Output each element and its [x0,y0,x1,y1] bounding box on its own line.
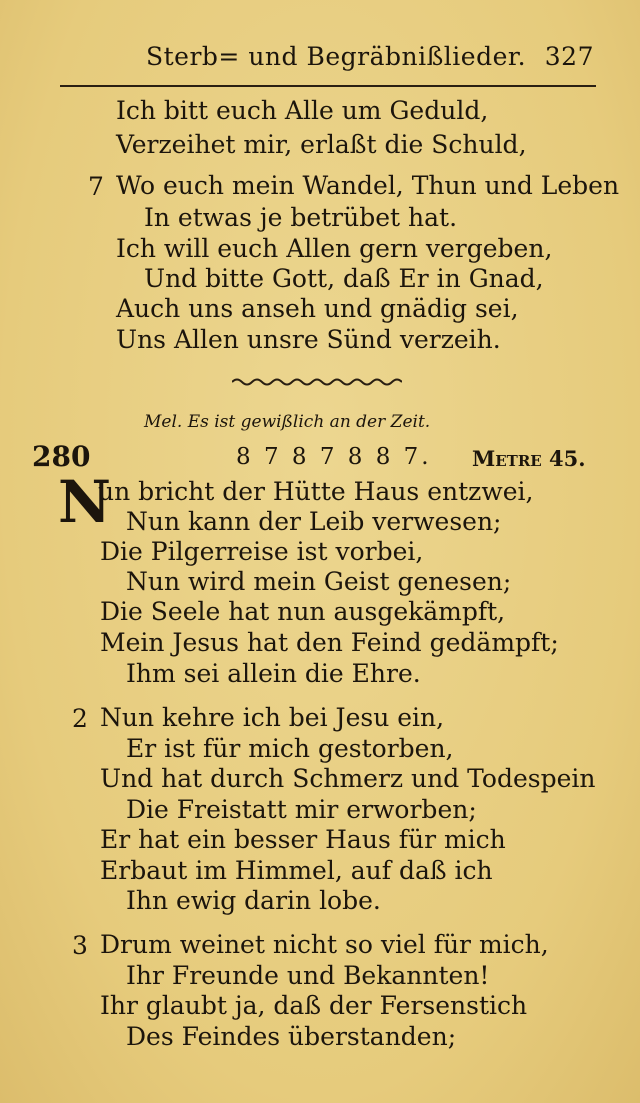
ornamental-divider [232,375,402,389]
verse-line: Verzeihet mir, erlaßt die Schuld, [116,130,527,159]
verse-line: Ihr Freunde und Bekannten! [126,961,490,990]
verse-line: Erbaut im Himmel, auf daß ich [100,856,493,885]
verse-line: Uns Allen unsre Sünd verzeih. [116,325,501,354]
verse-line: Drum weinet nicht so viel für mich, [100,930,549,959]
verse-line: Nun kehre ich bei Jesu ein, [100,703,445,732]
verse-number: 2 [72,704,88,733]
header-rule [60,85,596,87]
verse-line: Ich will euch Allen gern vergeben, [116,234,553,263]
verse-line: Nun wird mein Geist genesen; [126,567,512,596]
verse-line: Die Seele hat nun ausgekämpft, [100,597,506,626]
verse-line: Er hat ein besser Haus für mich [100,825,506,854]
verse-line: Auch uns anseh und gnädig sei, [116,294,519,323]
verse-line: Wo euch mein Wandel, Thun und Leben [116,171,620,200]
verse-line: Und bitte Gott, daß Er in Gnad, [144,264,544,293]
verse-line: In etwas je betrübet hat. [144,203,458,232]
verse-line: un bricht der Hütte Haus entzwei, [98,477,534,506]
drop-cap: N [58,468,112,536]
running-title: Sterb= und Begräbnißlieder. [146,42,527,71]
page-number: 327 [544,42,594,71]
meter-numbers: 8 7 8 7 8 8 7. [236,444,432,470]
verse-line: Mein Jesus hat den Feind gedämpft; [100,628,559,657]
verse-line: Er ist für mich gestorben, [126,734,454,763]
hymn-number: 280 [32,440,91,473]
metre-label: Metre 45. [472,446,586,471]
verse-line: Ihr glaubt ja, daß der Fersenstich [100,991,528,1020]
verse-line: Nun kann der Leib verwesen; [126,507,502,536]
verse-number: 3 [72,931,88,960]
verse-line: Des Feindes überstanden; [126,1022,457,1051]
verse-line: Ihm sei allein die Ehre. [126,659,421,688]
verse-line: Ihn ewig darin lobe. [126,886,381,915]
verse-line: Die Freistatt mir erworben; [126,795,477,824]
verse-number: 7 [88,172,104,201]
verse-line: Ich bitt euch Alle um Geduld, [116,96,489,125]
verse-line: Die Pilgerreise ist vorbei, [100,537,424,566]
verse-line: Und hat durch Schmerz und Todespein [100,764,596,793]
melody-line: Mel. Es ist gewißlich an der Zeit. [144,412,431,432]
